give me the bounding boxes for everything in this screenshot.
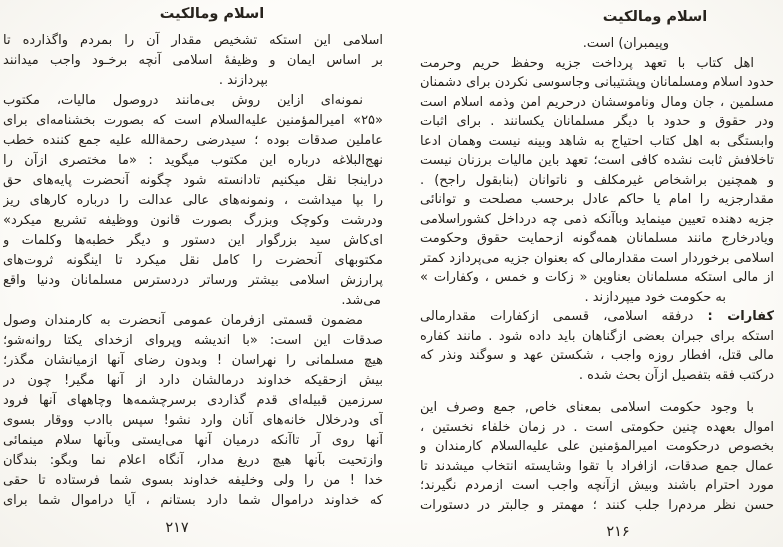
book-page-right [420, 9, 774, 540]
text-line: عمال جمع صدقات، ازافراد با تقوا وشایسته انتخاب میشدند تا [420, 458, 774, 474]
text-line: هیچ مسلمانی را نهراسان ! وبدون رضای آنها ازمیانشان مگذر؛ [3, 353, 383, 368]
text-line: بخصوص درحکومت امیرالمؤمنین علی علیه‌السلام کارمندان و [420, 439, 774, 454]
text-line: که خداوند دراموال شما دارد بستانم ، آیا دراموال شما برای [3, 493, 383, 508]
page-header-left: اسلام ومالکیت [159, 6, 265, 22]
text-line: بپردازند . [218, 73, 268, 88]
text-line: درکتب فقه بتفصیل ازآن بحث شده . [578, 367, 774, 383]
text-line: می‌شد. [341, 293, 381, 308]
page-body-left [3, 31, 383, 511]
text-line: عاملین صدقات بوده ؛ سیدرضی رحمةالله علیه جمع کننده خطب [3, 133, 383, 148]
text-line: تاخلافش ثابت نشده کافی است؛ تعهد باین مالیات برزنان نیست [420, 153, 774, 168]
text-line: استکه برای جبران بعضی ازگناهان باید داده شود . مانند کفاره [420, 328, 774, 344]
text-line: خدا ! من را ولی وخلیفه خداوند بسوی شما فرستاده تا حقی [3, 473, 383, 488]
page-number-right: ۲۱۶ [606, 524, 630, 540]
text-line: حدود اسلام ومسلمانان وپشتیبانی وجاسوسی نکردن برای دشمنان [420, 75, 774, 90]
text-line: اهل کتاب با تعهد پرداخت جزیه وحفظ حریم وحرمت [420, 55, 754, 71]
text-line: اسلامی برخوردار است مقدارمالی که بعنوان جزیه می‌پردازد کمتر [420, 250, 774, 266]
text-line: ویادرخارج مانند مسلمانان همه‌گونه ازحمایت حقوق وحکومت [420, 231, 774, 246]
text-line: به حکومت خود میپردازند . [584, 289, 726, 305]
text-line: مضمون قسمتی ازفرمان عمومی آنحضرت به کارمندان وصول [3, 313, 363, 328]
book-page-left [3, 6, 383, 536]
text-line: جزیه دهنده تعیین مینماید وباآنکه ذمی چه درداخل کشوراسلامی [420, 211, 774, 227]
page-header-right: اسلام ومالکیت [602, 9, 708, 25]
text-line: ودرشت وکوچک وبزرگ بصورت قانون ووظیفه تشریع میکرد» [3, 213, 383, 228]
text-line: مالی قتل، افطار روزه واجب ، شکستن عهد و سوگند ونذر که [420, 348, 774, 363]
page-number-left: ۲۱۷ [165, 520, 189, 536]
text-line: کفارات : درفقه اسلامی، قسمی ازکفارات مقدارمالی [420, 309, 774, 324]
bold-lead-word: کفارات : [707, 309, 774, 324]
text-line: نمونه‌ای ازاین روش بی‌مانند دروصول مالیات، مکتوب [3, 93, 363, 108]
text-line: مکتوبهای آنحضرت را کامل نقل میکرد تا اینگونه ثروت‌های [3, 253, 383, 268]
text-line: وابستگی به اهل کتاب احتیاج به شاهد وبینه نیست وهمان ادعا [420, 133, 774, 149]
text-line: اسلامی این استکه تشخیص مقدار آن را بمردم واگذارده تا [3, 33, 383, 48]
text-line: ای‌کاش سید بزرگوار این دستور و دیگر خطبه‌ها وکلمات و [3, 233, 383, 248]
text-line: سرزمین قبیله‌ای قدم گذاردی برسرچشمه‌ها وچاههای آنها فرود [3, 393, 383, 408]
text-line: اموال بعهده چنین حکومتی است . در زمان خلفاء نخستین ، [420, 419, 774, 435]
text-line: نهج‌البلاغه درباره این مکتوب میگوید : «ما مختصری ازآن را [3, 153, 383, 168]
text-line: وازتحیت بآنها هیچ دریغ مدار، آنگاه اعلام نما وبگو: بندگان [3, 453, 383, 468]
text-line: «۲۵» امیرالمؤمنین علیه‌السلام است که بصورت بخشنامه‌ای برای [3, 113, 383, 128]
text-line: ودر حقوق و حدود با دیگر مسلمانان یکسانند . برای اثبات [420, 114, 774, 129]
text-line: حسن نظر مردم‌را جلب کنند ؛ مهمتر و جالبتر در دستورات [420, 497, 774, 513]
text-line: آی ودرخلال خانه‌های آنان وارد نشو! سپس باادب ووقار بسوی [3, 413, 383, 428]
text-line: و همچنین براشخاص غیرمکلف و ناتوانان (بنابقول راجح) . [420, 172, 774, 188]
text-line: وپیمبران) است. [582, 36, 669, 51]
text-line: مسلمین ، جان ومال وناموسشان درحریم امن وذمه اسلام است [420, 94, 774, 110]
text-line: مقدارجزیه را امام یا حاکم عادل برحسب مصلحت و توانائی [420, 192, 774, 207]
text-line: دراینجا نقل میکنیم تادانسته شود چگونه آنحضرت پایه‌های حق [3, 173, 383, 188]
page-body-right [420, 34, 774, 515]
text-line: آنها روی آر تاآنکه درمیان آنها می‌ایستی وبآنها سلام مینمائی [3, 433, 383, 448]
text-line: بیش ازحقیکه خداوند درمالشان دارد از آنها مگیر! چون در [3, 373, 383, 388]
text-line: از مالی استکه مسلمانان بعناوین « زکات و خمس ، وکفارات » [420, 270, 774, 285]
text-line: با وجود حکومت اسلامی بمعنای خاص, جمع وصرف این [420, 400, 754, 415]
text-line: بر اساس ایمان و وظیفهٔ اسلامی آنچه برخـود واجب میدانند [3, 53, 383, 68]
text-line: پرارزش اسلامی بیشتر ورساتر دردسترس مسلمانان ودنیا واقع [3, 273, 383, 288]
text-line: را بپا میداشت ، ونمونه‌های عالی عدالت را درباره کارهای ریز [3, 193, 383, 208]
text-line: مورد احترام باشند وبیش ازآنچه واجب است ازمردم نگیرند؛ [420, 478, 774, 493]
text-line: صدقات این است: «با اندیشه وپروای ازخدای یکتا روانه‌شو؛ [3, 333, 383, 348]
